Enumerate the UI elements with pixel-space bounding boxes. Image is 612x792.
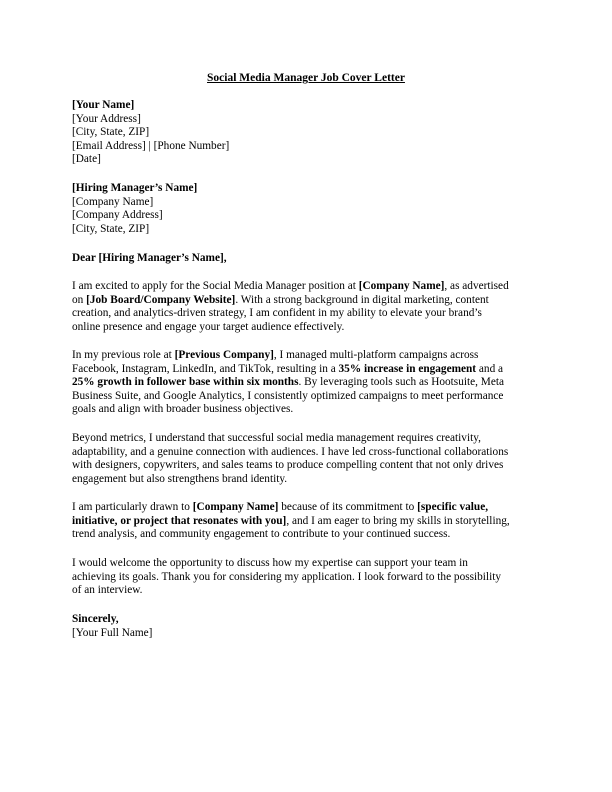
- sender-contact: [Email Address] | [Phone Number]: [72, 139, 230, 152]
- paragraph-line: 25% growth in follower base within six months. By leveraging tools such as Hootsuite, Meta: [72, 376, 504, 389]
- paragraph-line: I am excited to apply for the Social Media Manager position at [Company Name], as advertised: [72, 280, 509, 292]
- paragraph-line: adaptability, and a genuine connection with audiences. I have led cross-functional collaborations: [72, 445, 509, 458]
- engagement-highlight: 35% increase in engagement: [338, 362, 477, 375]
- sender-city: [City, State, ZIP]: [72, 126, 150, 139]
- paragraph-line: with designers, copywriters, and sales teams to produce compelling content that not only drives: [72, 459, 504, 472]
- company-name-placeholder: [Company Name]: [358, 280, 445, 292]
- paragraph-line: I am particularly drawn to [Company Name] because of its commitment to [specific value,: [72, 501, 489, 513]
- paragraph-2: [72, 349, 542, 417]
- previous-company-placeholder: [Previous Company]: [174, 349, 274, 361]
- sender-block: [72, 99, 542, 167]
- recipient-company: [Company Name]: [72, 195, 154, 208]
- paragraph-line: online presence and engage your target audience effectively.: [72, 320, 345, 333]
- paragraph-line: engagement but also strengthens brand identity.: [72, 472, 288, 485]
- paragraph-line: Beyond metrics, I understand that successful social media management requires creativity,: [72, 432, 481, 444]
- paragraph-line: Business Suite, and Google Analytics, I consistently optimized campaigns to meet performance: [72, 389, 504, 402]
- recipient-city: [City, State, ZIP]: [72, 222, 150, 235]
- document-title: Social Media Manager Job Cover Letter: [207, 72, 405, 84]
- paragraph-line: on [Job Board/Company Website]. With a strong background in digital marketing, content: [72, 293, 489, 306]
- paragraph-3: [72, 432, 542, 486]
- paragraph-line: In my previous role at [Previous Company], I managed multi-platform campaigns across: [72, 349, 479, 361]
- recipient-address: [Company Address]: [72, 209, 163, 222]
- paragraph-line: creation, and analytics-driven strategy, I am confident in my ability to elevate your brand’s: [72, 307, 482, 320]
- specific-value-placeholder-cont: initiative, or project that resonates with you]: [72, 514, 287, 527]
- salutation-block: [72, 252, 542, 266]
- salutation: Dear [Hiring Manager’s Name],: [72, 252, 227, 264]
- sender-date: [Date]: [72, 153, 101, 166]
- recipient-name: [Hiring Manager’s Name]: [72, 182, 198, 194]
- signature-name: [Your Full Name]: [72, 626, 153, 639]
- sender-name: [Your Name]: [72, 99, 135, 111]
- sender-address: [Your Address]: [72, 112, 141, 125]
- job-board-placeholder: [Job Board/Company Website]: [86, 293, 236, 306]
- paragraph-line: achieving its goals. Thank you for considering my application. I look forward to the possibility: [72, 570, 501, 583]
- paragraph-line: goals and align with broader business objectives.: [72, 403, 294, 416]
- paragraph-line: of an interview.: [72, 584, 143, 597]
- sign-off: Sincerely,: [72, 613, 119, 625]
- paragraph-line: I would welcome the opportunity to discuss how my expertise can support your team in: [72, 557, 468, 569]
- follower-growth-highlight: 25% growth in follower base within six months: [72, 376, 299, 389]
- paragraph-5: [72, 557, 542, 598]
- paragraph-4: [72, 501, 542, 542]
- paragraph-line: trend analysis, and community engagement to contribute to your continued success.: [72, 528, 451, 541]
- paragraph-1: [72, 280, 542, 334]
- closing-block: [72, 613, 542, 640]
- paragraph-line: Facebook, Instagram, LinkedIn, and TikTok, resulting in a 35% increase in engagement and a: [72, 362, 504, 375]
- company-name-placeholder: [Company Name]: [192, 501, 279, 513]
- specific-value-placeholder: [specific value,: [417, 501, 489, 513]
- paragraph-line: initiative, or project that resonates with you], and I am eager to bring my skills in storytelling,: [72, 514, 510, 527]
- recipient-block: [72, 182, 542, 236]
